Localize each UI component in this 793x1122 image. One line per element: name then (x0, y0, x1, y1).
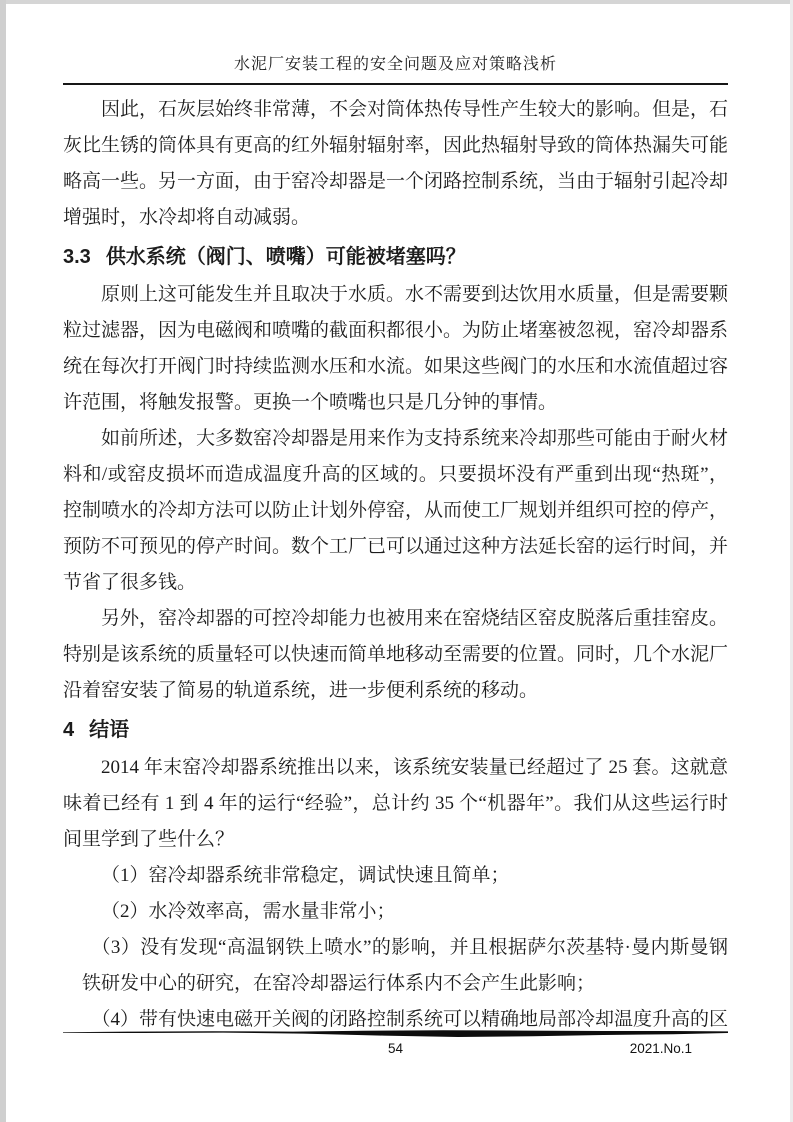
section-title: 供水系统（阀门、喷嘴）可能被堵塞吗？ (105, 246, 466, 268)
paragraph-recoating: 另外，窑冷却器的可控冷却能力也被用来在窑烧结区窑皮脱落后重挂窑皮。特别是该系统的质量轻可以快速而简单地移动至需要的位置。同时，几个水泥厂沿着窑安装了简易的轨道系统，进一步便利系统的移动。 (63, 608, 729, 701)
paragraph-lime-layer: 因此，石灰层始终非常薄，不会对筒体热传导性产生较大的影响。但是，石灰比生锈的筒体具有更高的红外辐射辐射率，因此热辐射导致的筒体热漏失可能略高一些。另一方面，由于窑冷却器是一个闭路控制系统，当由于辐射引起冷却增强时，水冷却将自动减弱。 (63, 99, 729, 228)
section-heading-3-3 (63, 239, 728, 275)
issue-number: 2021.No.1 (629, 1041, 692, 1056)
list-item-4: （4）带有快速电磁开关阀的闭路控制系统可以精确地局部冷却温度升高的区 (91, 1009, 729, 1030)
list-item-1: （1）窑冷却器系统非常稳定，调试快速且简单； (101, 865, 510, 886)
footer-rule-line (63, 1028, 728, 1040)
page-footer (63, 1028, 728, 1059)
footer-row (63, 1041, 728, 1059)
document-page (63, 0, 728, 1038)
page-edge-left (0, 0, 6, 1122)
page-number: 54 (387, 1041, 404, 1056)
paragraph-support-system: 如前所述，大多数窑冷却器是用来作为支持系统来冷却那些可能由于耐火材料和/或窑皮损坏而造成温度升高的区域的。只要损坏没有严重到出现“热斑”，控制喷水的冷却方法可以防止计划外停窑，从而使工厂规划并组织可控的停产，预防不可预见的停产时间。数个工厂已可以通过这种方法延长窑的运行时间，并节省了很多钱。 (63, 428, 729, 593)
paragraph-since-2014: 2014 年末窑冷却器系统推出以来，该系统安装量已经超过了 25 套。这就意味着已经有 1 到 4 年的运行“经验”，总计约 35 个“机器年”。我们从这些运行时间里学到了些什么？ (63, 757, 728, 850)
paragraph-water-quality: 原则上这可能发生并且取决于水质。水不需要到达饮用水质量，但是需要颗粒过滤器，因为电磁阀和喷嘴的截面积都很小。为防止堵塞被忽视，窑冷却器系统在每次打开阀门时持续监测水压和水流。如果这些阀门的水压和水流值超过容许范围，将触发报警。更换一个喷嘴也只是几分钟的事情。 (63, 284, 729, 413)
section-number: 4 (63, 719, 75, 741)
section-number: 3.3 (63, 246, 91, 268)
running-title: 水泥厂安装工程的安全问题及应对策略浅析 (63, 0, 728, 85)
list-item-3: （3）没有发现“高温钢铁上喷水”的影响，并且根据萨尔茨基特·曼内斯曼钢铁研发中心的研究，在窑冷却器运行体系内不会产生此影响； (82, 937, 728, 994)
page-body (63, 85, 728, 1038)
page-header (63, 0, 728, 85)
section-heading-4 (63, 712, 728, 748)
list-item-2: （2）水冷效率高，需水量非常小； (101, 901, 396, 922)
section-title: 结语 (89, 719, 130, 741)
